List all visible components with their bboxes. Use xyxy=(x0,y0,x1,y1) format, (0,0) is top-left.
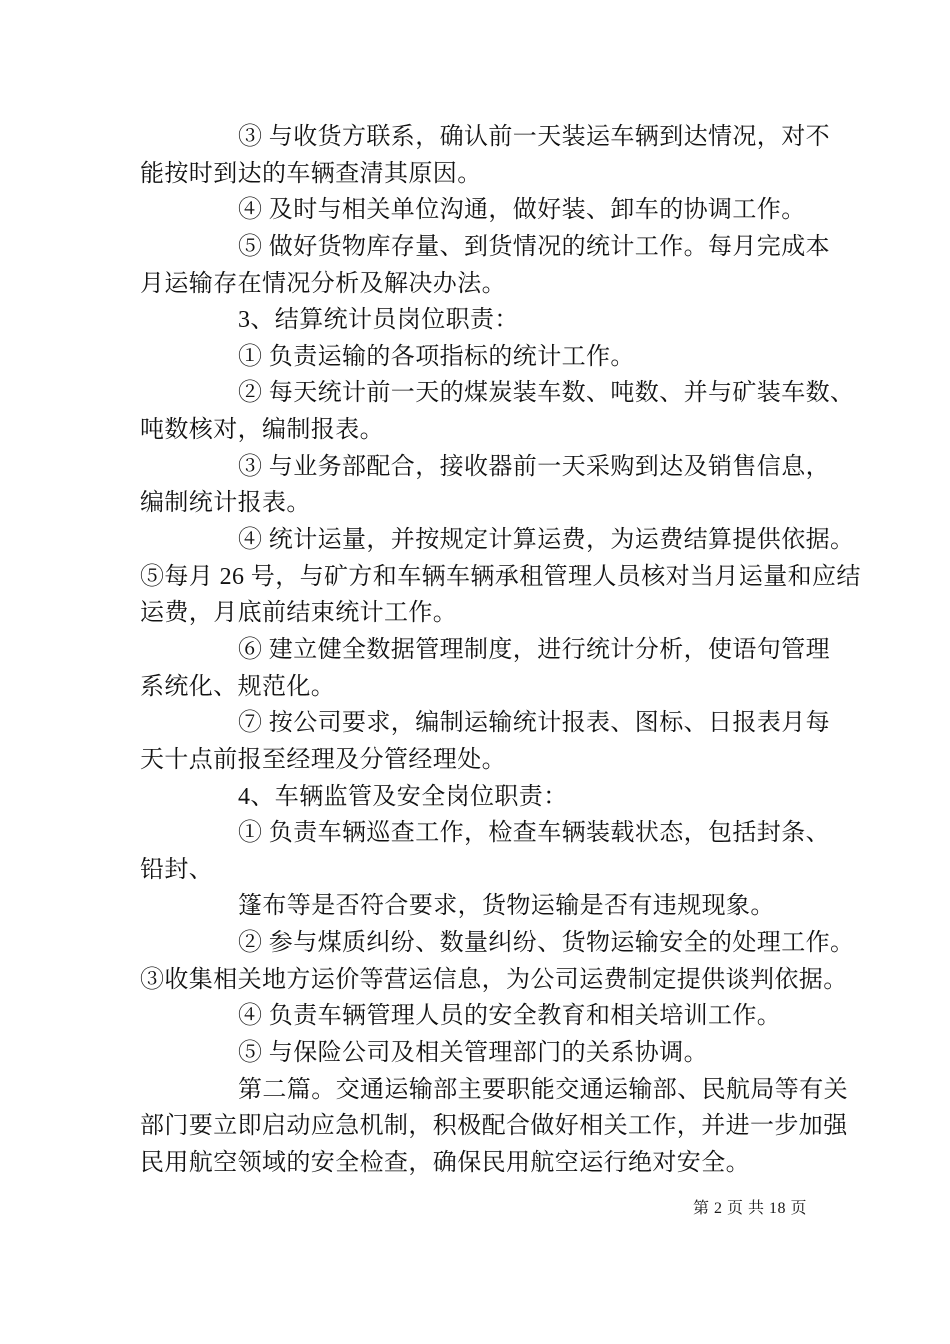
text-line: 天十点前报至经理及分管经理处。 xyxy=(140,746,506,773)
text-line: 第二篇。交通运输部主要职能交通运输部、民航局等有关 xyxy=(238,1076,848,1103)
text-line: ① 负责运输的各项指标的统计工作。 xyxy=(238,343,635,370)
text-line: ② 参与煤质纠纷、数量纠纷、货物运输安全的处理工作。 xyxy=(238,930,855,957)
text-line: ⑤每月 26 号，与矿方和车辆车辆承租管理人员核对当月运量和应结 xyxy=(140,563,861,590)
text-line: ③ 与收货方联系，确认前一天装运车辆到达情况，对不 xyxy=(238,124,830,150)
text-line: 能按时到达的车辆查清其原因。 xyxy=(140,160,482,187)
text-line: 编制统计报表。 xyxy=(140,490,311,517)
text-line: ⑤ 与保险公司及相关管理部门的关系协调。 xyxy=(238,1040,708,1067)
text-line: 4、车辆监管及安全岗位职责： xyxy=(238,783,568,810)
text-line: ④ 及时与相关单位沟通，做好装、卸车的协调工作。 xyxy=(238,197,806,224)
text-line: ④ 负责车辆管理人员的安全教育和相关培训工作。 xyxy=(238,1003,782,1030)
page-footer xyxy=(693,1200,807,1218)
text-line: 月运输存在情况分析及解决办法。 xyxy=(140,270,506,297)
text-line: 3、结算统计员岗位职责： xyxy=(238,307,519,334)
document-body xyxy=(140,119,861,1182)
text-line: ① 负责车辆巡查工作，检查车辆装载状态，包括封条、 xyxy=(238,820,830,847)
text-line: ④ 统计运量，并按规定计算运费，为运费结算提供依据。 xyxy=(238,527,855,554)
text-line: 民用航空领域的安全检查，确保民用航空运行绝对安全。 xyxy=(140,1149,750,1176)
text-line: ② 每天统计前一天的煤炭装车数、吨数、并与矿装车数、 xyxy=(238,380,855,407)
text-line: 部门要立即启动应急机制，积极配合做好相关工作，并进一步加强 xyxy=(140,1113,848,1140)
page-number-text: 第 2 页 共 18 页 xyxy=(692,1200,807,1217)
text-line: 篷布等是否符合要求，货物运输是否有违规现象。 xyxy=(238,893,775,920)
text-line: ③ 与业务部配合，接收器前一天采购到达及销售信息， xyxy=(238,453,830,480)
text-line: ⑥ 建立健全数据管理制度，进行统计分析，使语句管理 xyxy=(238,636,830,663)
text-line: ③收集相关地方运价等营运信息，为公司运费制定提供谈判依据。 xyxy=(140,966,848,993)
text-line: 系统化、规范化。 xyxy=(140,673,336,700)
text-line: ⑤ 做好货物库存量、到货情况的统计工作。每月完成本 xyxy=(238,233,830,260)
text-line: 铅封、 xyxy=(140,856,214,883)
text-line: 运费，月底前结束统计工作。 xyxy=(140,600,458,627)
text-line: ⑦ 按公司要求，编制运输统计报表、图标、日报表月每 xyxy=(238,710,830,737)
text-line: 吨数核对，编制报表。 xyxy=(140,417,384,444)
